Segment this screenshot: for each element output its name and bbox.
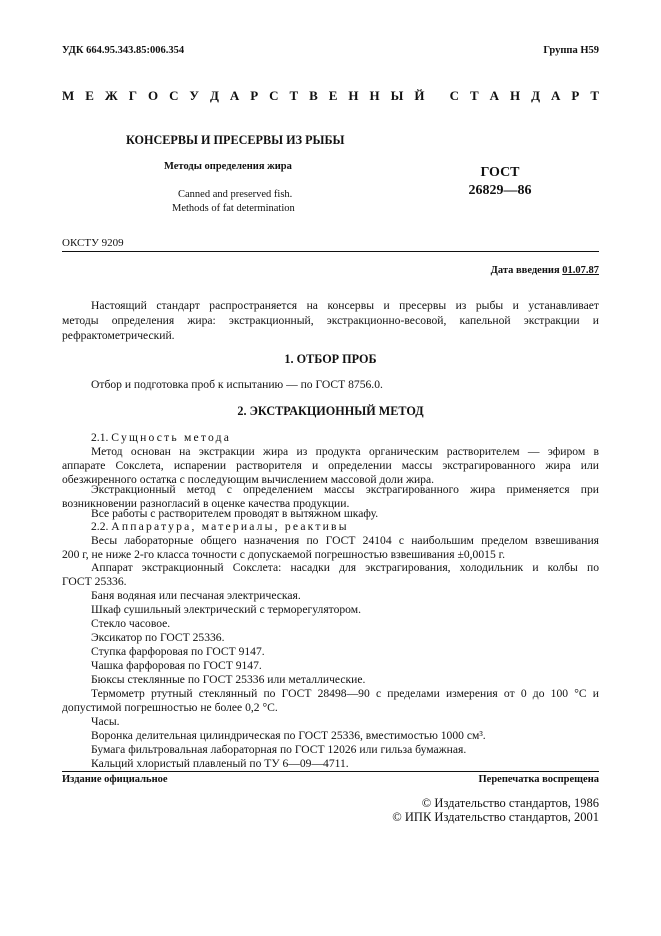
paragraph-line: обезжиренного остатка с последующим вычислением массовой доли жира.	[62, 473, 435, 486]
udk-code: УДК 664.95.343.85:006.354	[62, 45, 185, 56]
subsection-title: Аппаратура, материалы, реактивы	[111, 520, 349, 533]
banner-letter: Й	[414, 88, 425, 103]
list-item: Воронка делительная цилиндрическая по ГОСТ 25336, вместимостью 1000 см³.	[91, 729, 486, 742]
subsection-number: 2.1.	[91, 431, 109, 444]
intro-date-value: 01.07.87	[562, 265, 599, 276]
list-item: Часы.	[91, 715, 120, 728]
banner-letter: Ы	[390, 88, 404, 103]
section-heading: 1. ОТБОР ПРОБ	[284, 352, 377, 366]
banner-letter: Т	[470, 88, 479, 103]
banner-letter: Д	[531, 88, 541, 103]
copyright-line: © ИПК Издательство стандартов, 2001	[392, 810, 599, 824]
banner-letter: О	[147, 88, 159, 103]
paragraph-line: рефрактометрический.	[62, 329, 175, 342]
banner-letter: Ж	[104, 88, 118, 103]
paragraph-line: допустимой погрешностью не более 0,2 °С.	[62, 701, 278, 714]
banner-letter: Н	[348, 88, 359, 103]
banner-letter: А	[229, 88, 240, 103]
list-item: Бумага фильтровальная лабораторная по ГОСТ 12026 или гильза бумажная.	[91, 743, 467, 756]
banner-gap	[435, 88, 438, 104]
banner-letter: Е	[85, 88, 94, 103]
subsection-heading	[62, 431, 599, 445]
intro-date	[491, 265, 599, 276]
english-title-line: Methods of fat determination	[172, 203, 295, 214]
banner-letter: Н	[510, 88, 521, 103]
banner-letter: С	[269, 88, 279, 103]
copyright-line: © Издательство стандартов, 1986	[421, 796, 599, 810]
list-item: Ступка фарфоровая по ГОСТ 9147.	[91, 645, 265, 658]
banner-letter: Т	[590, 88, 599, 103]
banner-letter: У	[189, 88, 199, 103]
paragraph-line: Термометр ртутный стеклянный по ГОСТ 28498—90 с пределами измерения от 0 до 100 °С и	[91, 687, 599, 700]
list-item: Баня водяная или песчаная электрическая.	[91, 589, 301, 602]
list-item: Стекло часовое.	[91, 617, 171, 630]
banner-letter: Д	[209, 88, 219, 103]
banner-letter: С	[449, 88, 460, 103]
group-code: Группа Н59	[543, 45, 599, 56]
list-item: Чашка фарфоровая по ГОСТ 9147.	[91, 659, 262, 672]
banner-letter: Т	[289, 88, 299, 103]
divider	[62, 251, 599, 252]
english-title-line: Canned and preserved fish.	[178, 189, 293, 200]
paragraph-line: Отбор и подготовка проб к испытанию — по ГОСТ 8756.0.	[91, 378, 383, 391]
subsection-heading	[62, 520, 599, 534]
banner-letter: С	[169, 88, 179, 103]
banner-letter: А	[551, 88, 561, 103]
gost-number: 26829—86	[468, 183, 532, 198]
banner-letter: А	[489, 88, 500, 103]
subsection-title: Сущность метода	[111, 431, 232, 444]
oksty-code: ОКСТУ 9209	[62, 237, 124, 249]
paragraph-line: Весы лабораторные общего назначения по ГОСТ 24104 с наибольшим пределом взвешивания	[91, 534, 599, 547]
paragraph-line: аппарате Сокслета, испарении растворителя и определении массы экстрагированного жира или	[62, 459, 599, 472]
subsection-number: 2.2.	[91, 520, 109, 533]
footer-divider	[62, 771, 599, 772]
banner-letter: М	[62, 88, 75, 103]
paragraph-line: Настоящий стандарт распространяется на консервы и пресервы из рыбы и устанавливает	[91, 299, 599, 312]
banner-letter: Р	[250, 88, 259, 103]
banner-letter: Г	[128, 88, 137, 103]
intro-date-label: Дата введения	[490, 265, 560, 276]
official-edition-label: Издание официальное	[62, 774, 168, 785]
banner-letter: Н	[369, 88, 380, 103]
paragraph-line: Метод основан на экстракции жира из продукта органическим растворителем — эфиром в	[91, 445, 599, 458]
banner-letter: Е	[328, 88, 338, 103]
gost-designation	[455, 164, 545, 200]
list-item: Бюксы стеклянные по ГОСТ 25336 или металлические.	[91, 673, 366, 686]
paragraph-line: Все работы с растворителем проводят в вытяжном шкафу.	[91, 507, 379, 520]
list-item: Шкаф сушильный электрический с терморегулятором.	[91, 603, 361, 616]
paragraph-line: Экстракционный метод с определением массы экстрагированного жира применяется при	[91, 483, 599, 496]
section-heading: 2. ЭКСТРАКЦИОННЫЙ МЕТОД	[237, 404, 424, 418]
paragraph-line: методы определения жира: экстракционный, экстракционно-весовой, капельной экстракции и	[62, 314, 599, 327]
reprint-prohibited-label: Перепечатка воспрещена	[478, 774, 599, 785]
banner-letter: Р	[571, 88, 580, 103]
gost-label: ГОСТ	[480, 165, 520, 180]
paragraph-line: возникновении разногласий в оценке качества продукции.	[62, 497, 350, 510]
interstate-standard-banner	[62, 88, 599, 104]
banner-letter: В	[309, 88, 318, 103]
document-subtitle: Методы определения жира	[164, 161, 292, 172]
list-item: Эксикатор по ГОСТ 25336.	[91, 631, 225, 644]
paragraph-line: Аппарат экстракционный Сокслета: насадки для экстрагирования, холодильник и колбы по	[91, 561, 599, 574]
paragraph-line: ГОСТ 25336.	[62, 575, 127, 588]
paragraph-line: 200 г, не ниже 2-го класса точности с допускаемой погрешностью взвешивания ±0,0015 г.	[62, 548, 505, 561]
document-title: КОНСЕРВЫ И ПРЕСЕРВЫ ИЗ РЫБЫ	[126, 133, 345, 147]
list-item: Кальций хлористый плавленый по ТУ 6—09—4711.	[91, 757, 349, 770]
